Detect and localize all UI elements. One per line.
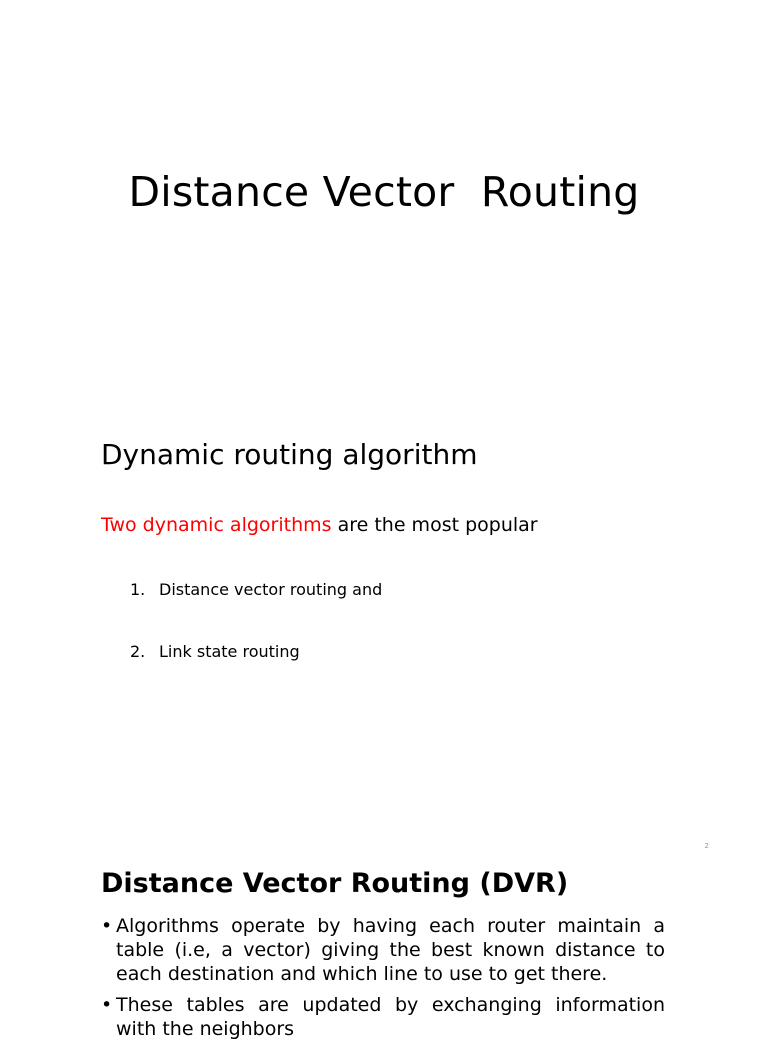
list-item <box>130 580 382 599</box>
list-text: Distance vector routing and <box>159 580 383 599</box>
slide-dvr <box>0 850 768 1040</box>
intro-text <box>101 514 538 536</box>
bullet-item <box>101 993 665 1041</box>
slide-heading: Distance Vector Routing (DVR) <box>101 868 569 899</box>
slide-dynamic-routing <box>0 410 768 850</box>
list-number: 2. <box>130 642 146 661</box>
bullet-dot: • <box>101 994 113 1016</box>
bullet-item <box>101 914 665 986</box>
intro-highlight: Two dynamic algorithms <box>101 514 332 536</box>
list-text: Link state routing <box>159 642 300 661</box>
bullet-dot: • <box>101 915 113 937</box>
slide-title-heading: Distance Vector Routing <box>128 168 640 216</box>
bullet-text: These tables are updated by exchanging information with the neighbors <box>116 994 665 1040</box>
list-number: 1. <box>130 580 146 599</box>
intro-rest: are the most popular <box>331 514 538 536</box>
page-number: 2 <box>704 842 709 850</box>
slide-title <box>0 0 768 410</box>
bullet-text: Algorithms operate by having each router maintain a table (i.e, a vector) giving the best known distance to each destination and which line to use to get there. <box>116 915 665 985</box>
slide-subtitle: Dynamic routing algorithm <box>101 438 478 471</box>
list-item <box>130 642 300 661</box>
